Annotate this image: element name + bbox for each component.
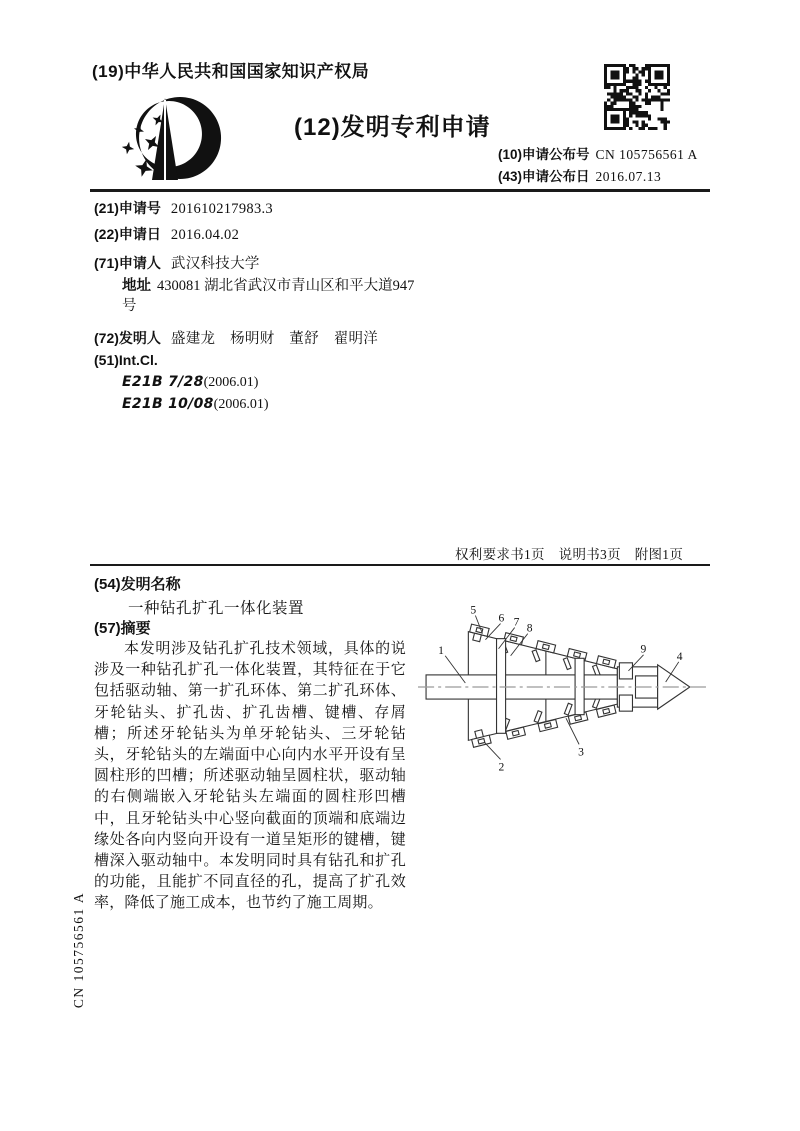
- figure-label-9: 9: [640, 642, 647, 656]
- application-number-label: (21)申请号: [94, 200, 161, 216]
- vertical-pub-number: CN 105756561 A: [71, 891, 86, 1009]
- inventors-value: 盛建龙 杨明财 董舒 翟明洋: [170, 331, 379, 347]
- pub-date-label: (43)申请公布日: [498, 169, 590, 184]
- patent-drawing: [418, 598, 710, 780]
- application-number-row: [94, 198, 273, 218]
- qr-code: [604, 64, 670, 130]
- pub-date-value: 2016.07.13: [595, 169, 662, 184]
- header-divider: [90, 189, 710, 192]
- figure-label-1: 1: [438, 643, 444, 657]
- inventors-label: (72)发明人: [94, 330, 161, 346]
- pub-number-row: [498, 144, 698, 166]
- pub-number-value: CN 105756561 A: [595, 147, 698, 162]
- pub-date-row: [498, 166, 698, 188]
- applicant-label: (71)申请人: [94, 255, 161, 271]
- applicant-address: [122, 276, 422, 316]
- section-divider: [90, 564, 710, 566]
- application-date-row: [94, 224, 239, 244]
- application-date-value: 2016.04.02: [170, 227, 240, 243]
- applicant-value: 武汉科技大学: [170, 256, 260, 272]
- patent-office-line: (19)中华人民共和国国家知识产权局: [92, 62, 370, 81]
- figure-label-8: 8: [526, 621, 533, 635]
- invention-title: 一种钻孔扩孔一体化装置: [128, 600, 305, 617]
- invention-title-label: (54)发明名称: [94, 576, 181, 593]
- intcl-version-2: (2006.01): [213, 397, 269, 412]
- intcl-label: (51)Int.Cl.: [94, 352, 158, 368]
- doc-type-title: (12)发明专利申请: [294, 114, 491, 141]
- intcl-code-1: E21B 7/28: [122, 374, 204, 390]
- figure-label-5: 5: [470, 603, 477, 617]
- inventors-row: [94, 327, 378, 348]
- intcl-row: [94, 352, 158, 370]
- pub-number-label: (10)申请公布号: [498, 147, 590, 162]
- figure-label-6: 6: [498, 611, 505, 625]
- intcl-version-1: (2006.01): [203, 375, 259, 390]
- pages-info: 权利要求书1页 说明书3页 附图1页: [455, 547, 684, 562]
- key-slot-bottom: [619, 695, 632, 711]
- abstract-text: 本发明涉及钻孔扩孔技术领域，具体的说涉及一种钻孔扩孔一体化装置，其特征在于它包括驱动轴、第一扩孔环体、第二扩孔环体、牙轮钻头、扩孔齿、扩孔齿槽、键槽、存屑槽；所述牙轮钻头为单牙轮钻头、三牙轮钻头，牙轮钻头的左端面中心向内水平开设有呈圆柱形的凹槽；所述驱动轴呈圆柱状，驱动轴的右侧端嵌入牙轮钻头左端面的圆柱形凹槽中，且牙轮钻头中心竖向截面的顶端和底端边缘处各向内竖向开设有一道呈矩形的键槽，键槽深入驱动轴中。本发明同时具有钻孔和扩孔的功能，且能扩不同直径的孔，提高了扩孔效率，降低了施工成本，也节约了施工周期。: [94, 641, 406, 912]
- abstract-label: (57)摘要: [94, 620, 151, 637]
- application-number-value: 201610217983.3: [170, 201, 273, 217]
- figure-label-7: 7: [513, 615, 520, 629]
- application-date-label: (22)申请日: [94, 226, 161, 242]
- intcl-entry-1: [122, 374, 258, 391]
- figure-label-2: 2: [498, 760, 505, 774]
- figure-label-4: 4: [676, 649, 683, 663]
- address-value: 430081 湖北省武汉市青山区和平大道947号: [122, 278, 415, 314]
- applicant-row: [94, 252, 260, 273]
- address-label: 地址: [122, 278, 151, 294]
- ring-rib-1: [497, 639, 506, 734]
- publication-info: [498, 144, 698, 188]
- intcl-entry-2: [122, 396, 269, 413]
- sipo-logo-icon: [106, 92, 230, 186]
- figure-label-3: 3: [578, 745, 584, 759]
- intcl-code-2: E21B 10/08: [122, 396, 214, 412]
- key-slot-top: [619, 663, 632, 679]
